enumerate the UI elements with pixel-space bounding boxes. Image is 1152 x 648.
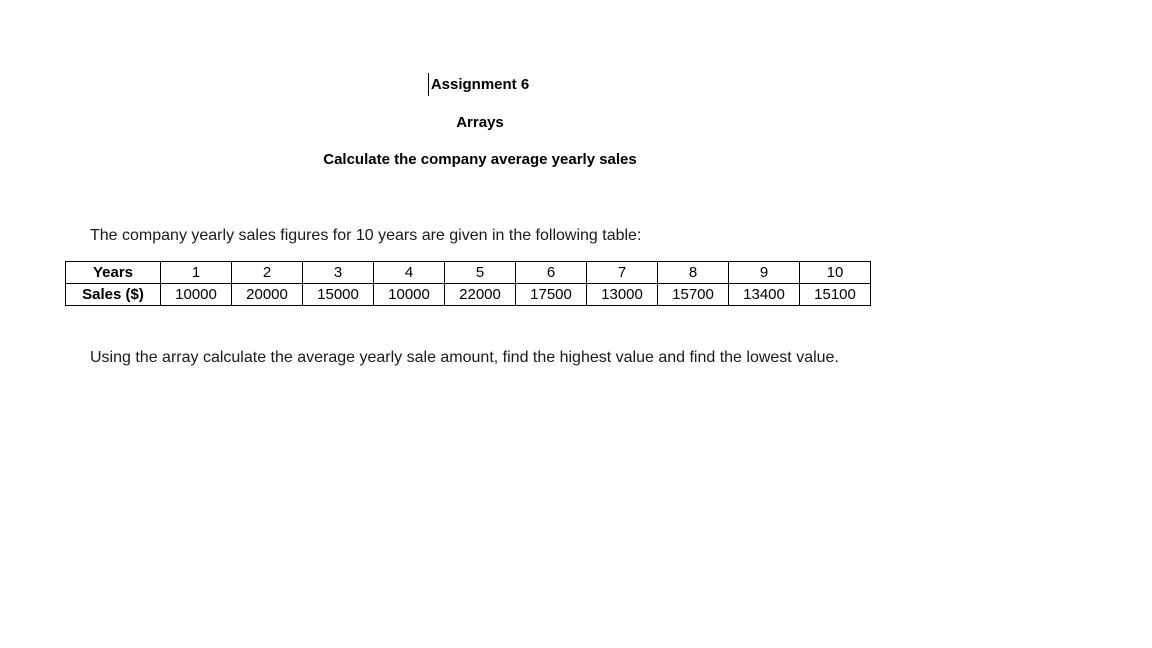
sales-cell: 17500: [516, 284, 587, 306]
year-cell: 10: [800, 262, 871, 284]
row-label-sales: Sales ($): [66, 284, 161, 306]
year-cell: 2: [232, 262, 303, 284]
sales-cell: 10000: [161, 284, 232, 306]
sales-table: [65, 261, 871, 306]
year-cell: 9: [729, 262, 800, 284]
row-label-years: Years: [66, 262, 161, 284]
sales-cell: 15000: [303, 284, 374, 306]
year-cell: 8: [658, 262, 729, 284]
sales-cell: 22000: [445, 284, 516, 306]
year-cell: 7: [587, 262, 658, 284]
sales-cell: 20000: [232, 284, 303, 306]
table-row-years: [66, 262, 871, 284]
sales-cell: 13000: [587, 284, 658, 306]
document-subtitle: Arrays: [456, 114, 504, 131]
year-cell: 5: [445, 262, 516, 284]
year-cell: 3: [303, 262, 374, 284]
year-cell: 6: [516, 262, 587, 284]
sales-cell: 15100: [800, 284, 871, 306]
sales-cell: 15700: [658, 284, 729, 306]
instruction-paragraph: Using the array calculate the average yearly sale amount, find the highest value and find the lowest value.: [90, 349, 839, 366]
document-title: Assignment 6: [430, 76, 530, 93]
sales-cell: 13400: [729, 284, 800, 306]
intro-paragraph: The company yearly sales figures for 10 years are given in the following table:: [90, 227, 642, 244]
year-cell: 1: [161, 262, 232, 284]
year-cell: 4: [374, 262, 445, 284]
sales-cell: 10000: [374, 284, 445, 306]
task-heading: Calculate the company average yearly sales: [323, 151, 637, 168]
table-row-sales: [66, 284, 871, 306]
